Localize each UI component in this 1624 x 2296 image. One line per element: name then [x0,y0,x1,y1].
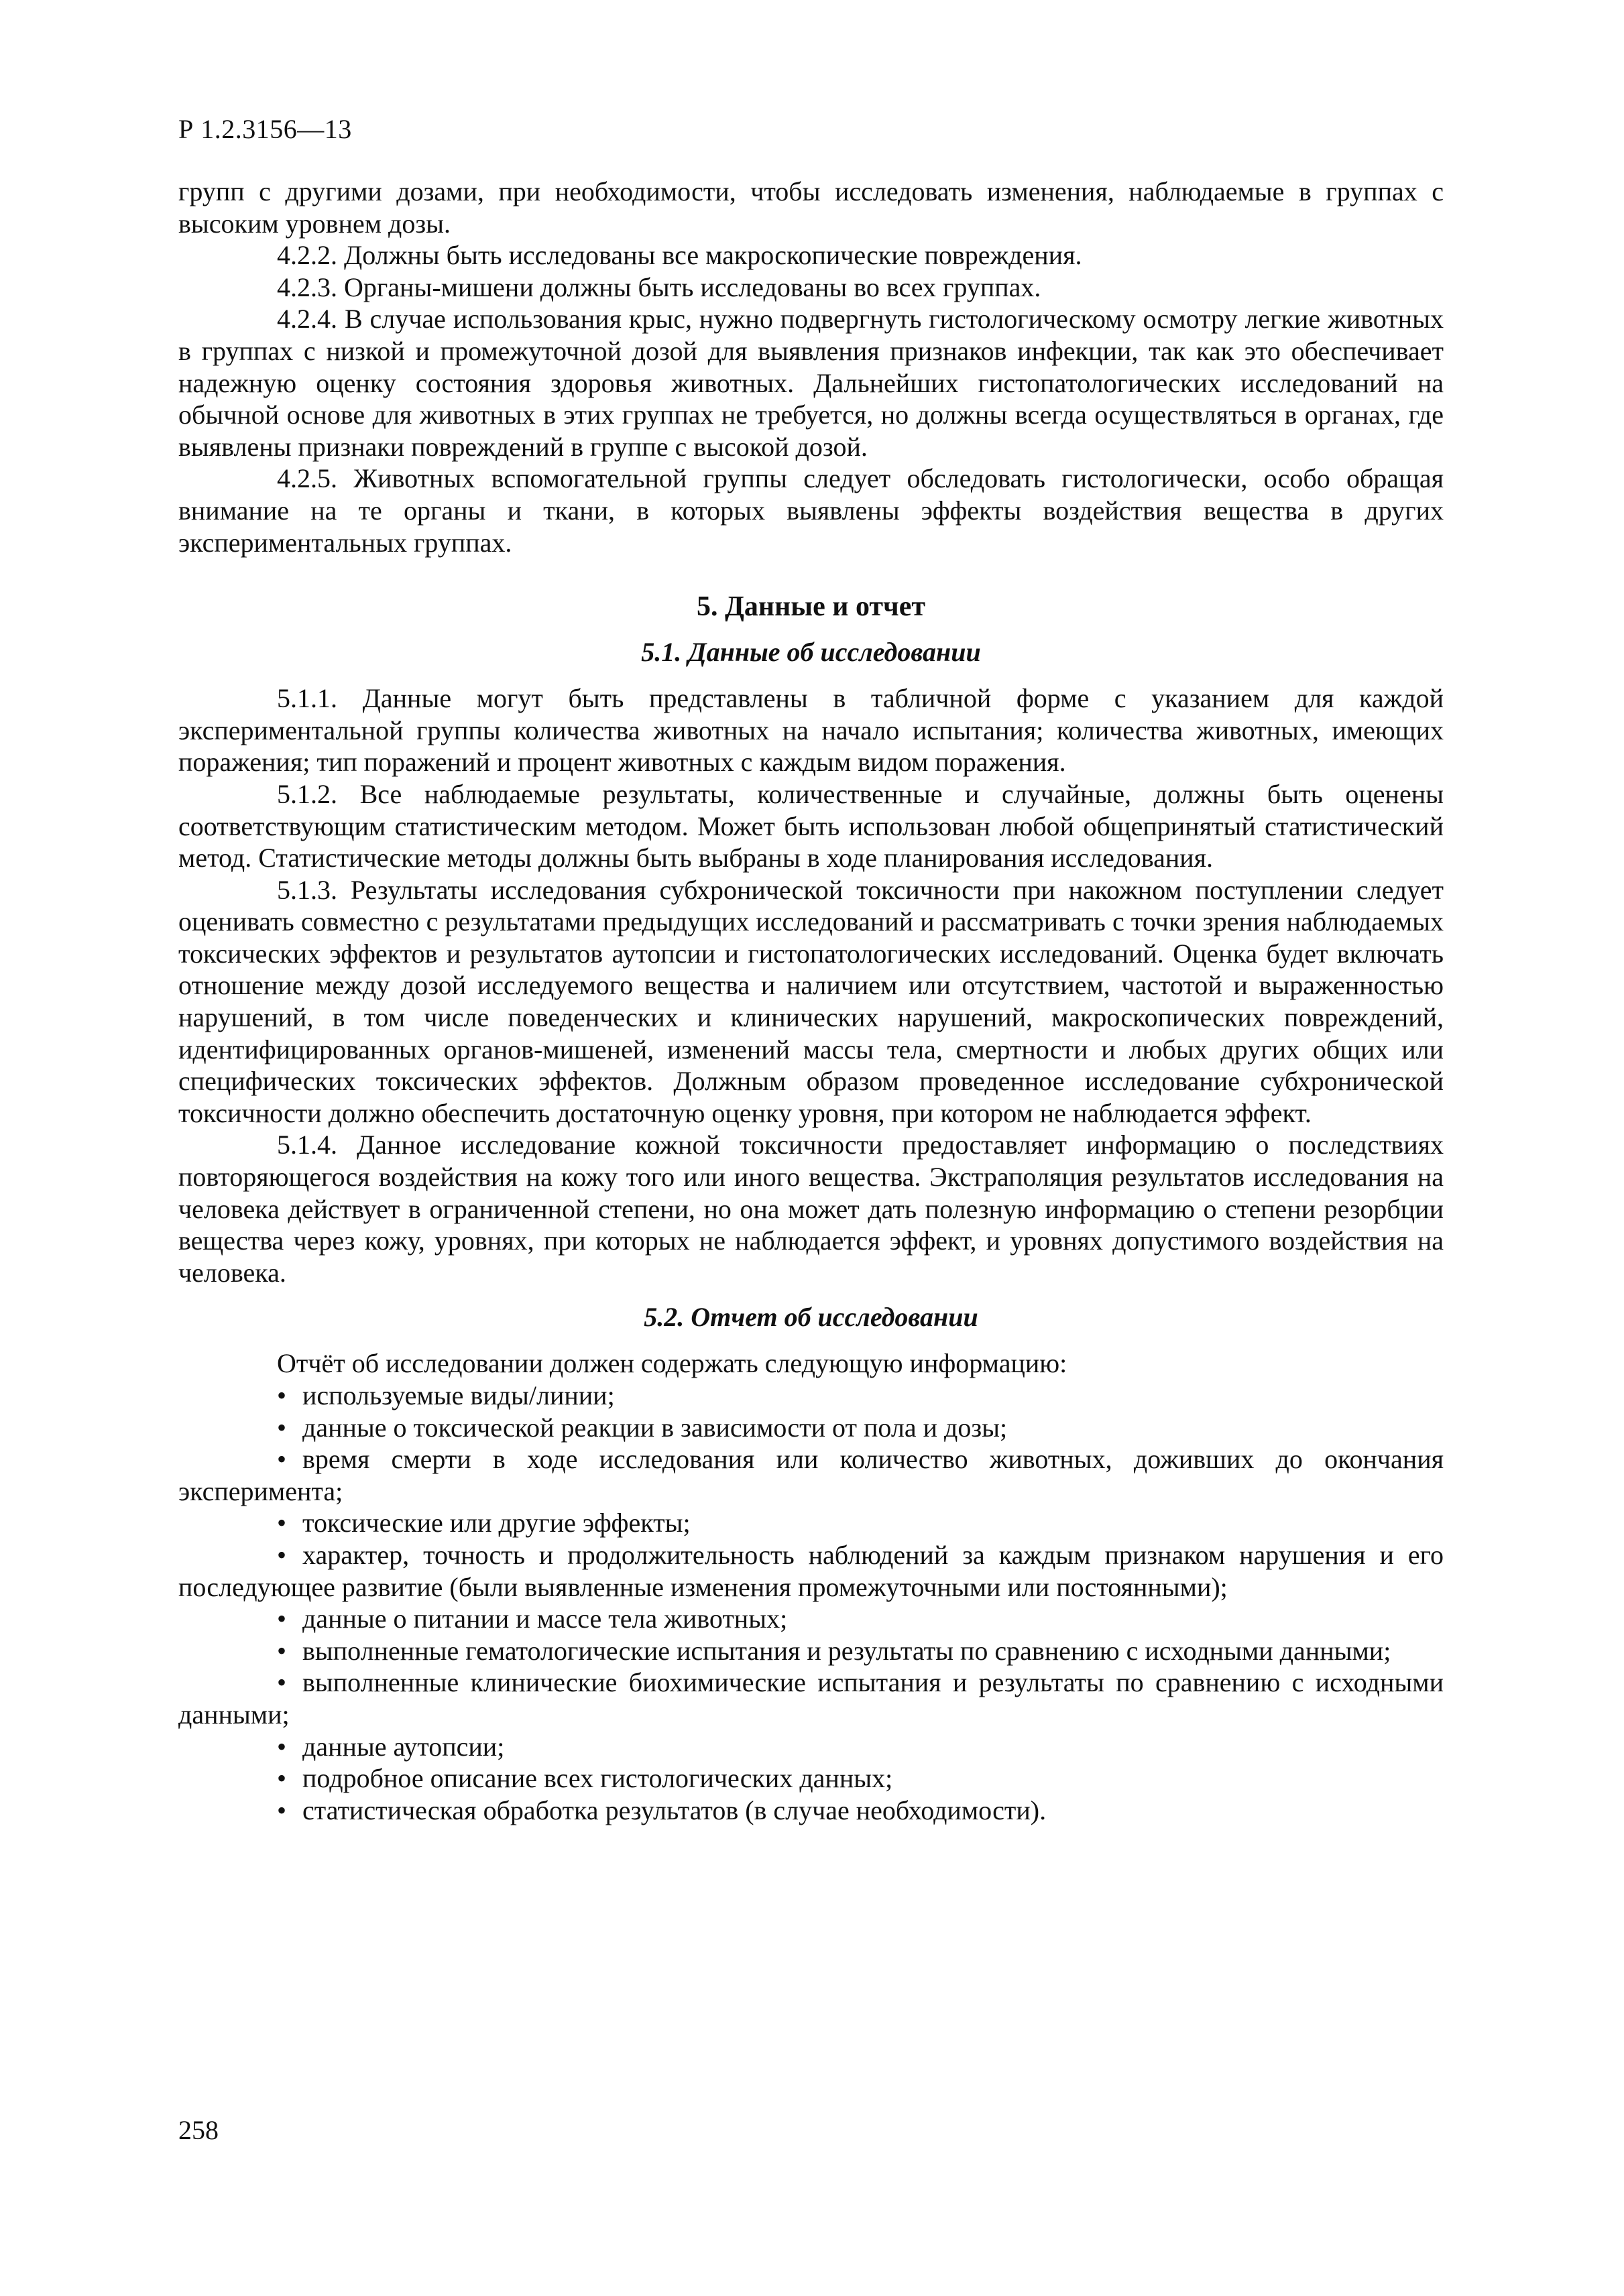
bullet-icon: • [277,1444,287,1475]
list-item-text: данные аутопсии; [302,1731,505,1762]
bullet-icon: • [277,1731,287,1762]
bullet-icon: • [277,1380,287,1410]
list-item [178,1603,1444,1635]
list-item [178,1507,1444,1539]
bullet-icon: • [277,1604,287,1634]
list-item-text: данные о питании и массе тела животных; [302,1604,788,1634]
report-contents-list [178,1380,1444,1826]
list-item [178,1667,1444,1730]
list-item-text: выполненные клинические биохимические испытания и результаты по сравнению с исходными данными; [178,1667,1444,1730]
paragraph-continuation: групп с другими дозами, при необходимости, чтобы исследовать изменения, наблюдаемые в группах с высоким уровнем дозы. [178,176,1444,239]
bullet-icon: • [277,1635,287,1666]
paragraph-4-2-3: 4.2.3. Органы-мишени должны быть исследованы во всех группах. [277,271,1041,302]
paragraph-5-1-1: 5.1.1. Данные могут быть представлены в табличной форме с указанием для каждой экспериментальной группы количества животных на начало испытания; количества животных, имеющих поражения; тип поражений и процент животных с каждым видом поражения. [178,683,1444,778]
paragraph-5-1-3: 5.1.3. Результаты исследования субхронической токсичности при накожном поступлении следует оценивать совместно с результатами предыдущих исследований и рассматривать с точки зрения наблюдаемых токсических эффектов и результатов аутопсии и гистопатологических исследований. Оценка будет включать отношение между дозой исследуемого вещества и наличием или отсутствием, частотой и выраженностью нарушений, в том числе поведенческих и клинических нарушений, макроскопических повреждений, идентифицированных органов-мишеней, изменений массы тела, смертности и любых других общих или специфических токсических эффектов. Должным образом проведенное исследование субхронической токсичности должно обеспечить достаточную оценку уровня, при котором не наблюдается эффект. [178,874,1444,1128]
list-item-text: токсические или другие эффекты; [302,1508,691,1538]
list-item-text: данные о токсической реакции в зависимости от пола и дозы; [302,1412,1008,1443]
list-item [178,1380,1444,1412]
subsection-5-1-title: 5.1. Данные об исследовании [641,637,981,668]
list-item [178,1795,1444,1827]
list-item [178,1443,1444,1507]
bullet-icon: • [277,1412,287,1443]
list-item [178,1412,1444,1444]
list-item-text: выполненные гематологические испытания и результаты по сравнению с исходными данными; [302,1635,1391,1666]
paragraph-4-2-5: 4.2.5. Животных вспомогательной группы следует обследовать гистологически, особо обращая внимание на те органы и ткани, в которых выявлены эффекты воздействия вещества в других экспериментальных группах. [178,463,1444,558]
bullet-icon: • [277,1667,287,1698]
report-intro: Отчёт об исследовании должен содержать следующую информацию: [277,1348,1067,1379]
bullet-icon: • [277,1508,287,1538]
page-number: 258 [178,2115,219,2145]
list-item-text: статистическая обработка результатов (в случае необходимости). [302,1795,1047,1825]
bullet-icon: • [277,1763,287,1794]
document-code-header: Р 1.2.3156—13 [178,114,352,144]
list-item-text: используемые виды/линии; [302,1380,615,1410]
paragraph-5-1-4: 5.1.4. Данное исследование кожной токсичности предоставляет информацию о последствиях повторяющегося воздействия на кожу того или иного вещества. Экстраполяция результатов исследования на человека действует в ограниченной степени, но она может дать полезную информацию о степени резорбции вещества через кожу, уровнях, при которых не наблюдается эффект, и уровнях допустимого воздействия на человека. [178,1130,1444,1288]
list-item [178,1762,1444,1795]
paragraph-4-2-2: 4.2.2. Должны быть исследованы все макроскопические повреждения. [277,240,1082,271]
list-item [178,1731,1444,1763]
paragraph-5-1-2: 5.1.2. Все наблюдаемые результаты, количественные и случайные, должны быть оценены соответствующим статистическим методом. Может быть использован любой общепринятый статистический метод. Статистические методы должны быть выбраны в ходе планирования исследования. [178,778,1444,873]
document-body [178,176,1444,1826]
list-item-text: характер, точность и продолжительность наблюдений за каждым признаком нарушения и его последующее развитие (были выявленные изменения промежуточными или постоянными); [178,1539,1444,1602]
subsection-5-2-title: 5.2. Отчет об исследовании [644,1302,978,1333]
list-item-text: время смерти в ходе исследования или количество животных, доживших до окончания эксперимента; [178,1444,1444,1506]
bullet-icon: • [277,1539,287,1570]
list-item [178,1635,1444,1667]
bullet-icon: • [277,1795,287,1825]
paragraph-4-2-4: 4.2.4. В случае использования крыс, нужно подвергнуть гистологическому осмотру легкие животных в группах с низкой и промежуточной дозой для выявления признаков инфекции, так как это обеспечивает надежную оценку состояния здоровья животных. Дальнейших гистопатологических исследований на обычной основе для животных в этих группах не требуется, но должны всегда осуществляться в органах, где выявлены признаки повреждений в группе с высокой дозой. [178,304,1444,462]
list-item [178,1539,1444,1603]
list-item-text: подробное описание всех гистологических данных; [302,1763,893,1794]
section-5-title: 5. Данные и отчет [697,591,925,623]
